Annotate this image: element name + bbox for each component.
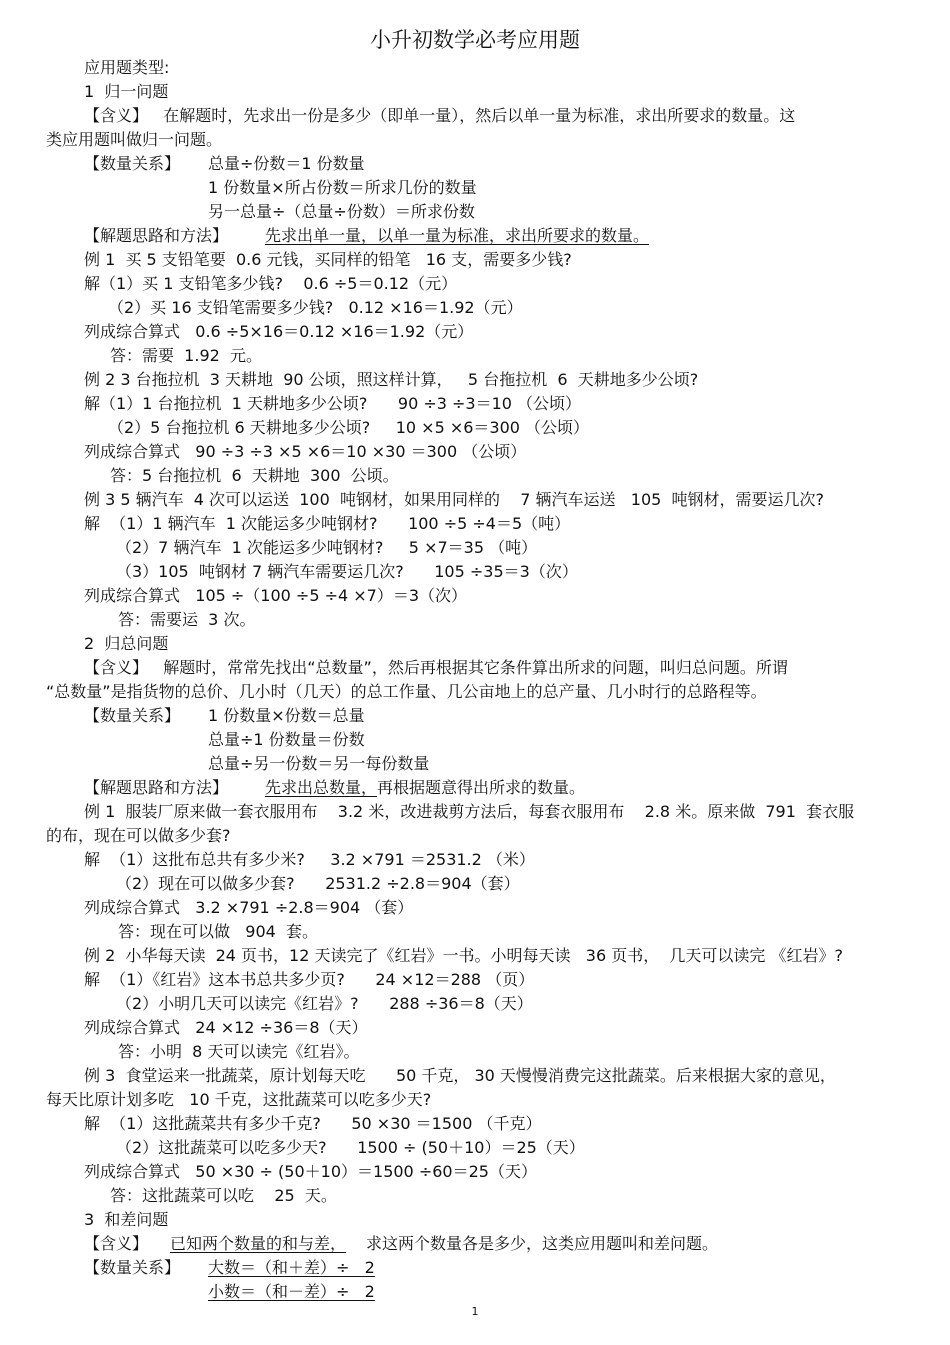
text-line: 1 份数量×份数＝总量 — [208, 706, 365, 725]
text-line: （2）这批蔬菜可以吃多少天? 1500 ÷ (50＋10）＝25（天） — [116, 1138, 585, 1157]
text-line: 列成综合算式 0.6 ÷5×16＝0.12 ×16＝1.92（元） — [84, 322, 474, 341]
text-line: 答：需要 1.92 元。 — [110, 346, 262, 365]
text-line: 类应用题叫做归一问题。 — [46, 130, 223, 149]
text-line: 【解题思路和方法】 — [84, 778, 229, 797]
text-line: 列成综合算式 3.2 ×791 ÷2.8＝904 （套） — [84, 898, 414, 917]
text-line: 总量÷份数＝1 份数量 — [208, 154, 365, 173]
text-line: 【含义】 在解题时，先求出一份是多少（即单一量），然后以单一量为标准，求出所要求的数量。这 — [84, 106, 796, 125]
text-line: 先求出单一量，以单一量为标准，求出所要求的数量。 — [265, 226, 650, 245]
text-line: 例 3 5 辆汽车 4 次可以运送 100 吨钢材，如果用同样的 7 辆汽车运送 105 吨钢材，需要运几次? — [84, 490, 825, 509]
text-line: （2）小明几天可以读完《红岩》? 288 ÷36＝8（天） — [116, 994, 533, 1013]
text-line: 答：需要运 3 次。 — [118, 610, 256, 629]
text-line: 大数＝（和＋差）÷ 2 — [208, 1258, 375, 1277]
text-line: 1 归一问题 — [84, 82, 169, 101]
page-title: 小升初数学必考应用题 — [370, 28, 580, 52]
text-line: 【数量关系】 — [84, 1258, 181, 1277]
text-line: 总量÷1 份数量＝份数 — [208, 730, 365, 749]
text-line: （2）5 台拖拉机 6 天耕地多少公顷? 10 ×5 ×6＝300 （公顷） — [108, 418, 590, 437]
text-line: 3 和差问题 — [84, 1210, 169, 1229]
text-line: 例 3 食堂运来一批蔬菜，原计划每天吃 50 千克， 30 天慢慢消费完这批蔬菜。后来根据大家的意见， — [84, 1066, 836, 1085]
text-line: 答：这批蔬菜可以吃 25 天。 — [110, 1186, 337, 1205]
text-line: 解 （1）这批布总共有多少米? 3.2 ×791 ＝2531.2 （米） — [84, 850, 535, 869]
text-line: （2）买 16 支铅笔需要多少钱? 0.12 ×16＝1.92（元） — [108, 298, 523, 317]
text-line: 答：小明 8 天可以读完《红岩》。 — [118, 1042, 360, 1061]
text-line: 每天比原计划多吃 10 千克，这批蔬菜可以吃多少天? — [46, 1090, 432, 1109]
text-line: 的布，现在可以做多少套? — [46, 826, 231, 845]
text-line: 【含义】 — [84, 1234, 149, 1253]
text-line: 2 归总问题 — [84, 634, 169, 653]
text-line: 列成综合算式 24 ×12 ÷36＝8（天） — [84, 1018, 368, 1037]
text-line: 【解题思路和方法】 — [84, 226, 229, 245]
text-line: 例 2 3 台拖拉机 3 天耕地 90 公顷，照这样计算， 5 台拖拉机 6 天耕地多少公顷? — [84, 370, 699, 389]
text-line: 解（1）1 台拖拉机 1 天耕地多少公顷? 90 ÷3 ÷3＝10 （公顷） — [84, 394, 582, 413]
text-line: 列成综合算式 50 ×30 ÷ (50＋10）＝1500 ÷60＝25（天） — [84, 1162, 537, 1181]
text-line: 答：5 台拖拉机 6 天耕地 300 公顷。 — [110, 466, 399, 485]
page-number: 1 — [471, 1305, 479, 1318]
text-line: 先求出总数量， — [265, 778, 378, 797]
text-line: （2）现在可以做多少套? 2531.2 ÷2.8＝904（套） — [116, 874, 520, 893]
text-line: 例 2 小华每天读 24 页书，12 天读完了《红岩》一书。小明每天读 36 页书， 几天可以读完 《红岩》? — [84, 946, 843, 965]
text-line: 解 （1）《红岩》这本书总共多少页? 24 ×12＝288 （页） — [84, 970, 535, 989]
text-line: 另一总量÷（总量÷份数）＝所求份数 — [208, 202, 475, 221]
text-line: 再根据题意得出所求的数量。 — [377, 778, 586, 797]
text-line: 例 1 服装厂原来做一套衣服用布 3.2 米，改进裁剪方法后，每套衣服用布 2.8 米。原来做 791 套衣服 — [84, 802, 855, 821]
text-line: 解 （1）这批蔬菜共有多少千克? 50 ×30 ＝1500 （千克） — [84, 1114, 542, 1133]
text-line: 已知两个数量的和与差， — [170, 1234, 347, 1253]
text-line: 小数＝（和－差）÷ 2 — [208, 1282, 375, 1301]
text-line: 【数量关系】 — [84, 706, 181, 725]
text-line: 解（1）买 1 支铅笔多少钱? 0.6 ÷5＝0.12（元） — [84, 274, 458, 293]
text-line: （2）7 辆汽车 1 次能运多少吨钢材? 5 ×7＝35 （吨） — [116, 538, 538, 557]
text-line: 解 （1）1 辆汽车 1 次能运多少吨钢材? 100 ÷5 ÷4＝5（吨） — [84, 514, 571, 533]
text-line: 例 1 买 5 支铅笔要 0.6 元钱，买同样的铅笔 16 支，需要多少钱? — [84, 250, 572, 269]
text-line: 应用题类型: — [84, 58, 170, 77]
text-line: 【含义】 解题时，常常先找出“总数量”，然后再根据其它条件算出所求的问题，叫归总问题。所谓 — [84, 658, 788, 677]
text-line: 1 份数量×所占份数＝所求几份的数量 — [208, 178, 477, 197]
text-line: 求这两个数量各是多少，这类应用题叫和差问题。 — [366, 1234, 719, 1253]
text-line: （3）105 吨钢材 7 辆汽车需要运几次? 105 ÷35＝3（次） — [116, 562, 578, 581]
text-line: 【数量关系】 — [84, 154, 181, 173]
text-line: 列成综合算式 105 ÷（100 ÷5 ÷4 ×7）＝3（次） — [84, 586, 468, 605]
text-line: 列成综合算式 90 ÷3 ÷3 ×5 ×6＝10 ×30 ＝300 （公顷） — [84, 442, 527, 461]
text-line: “总数量”是指货物的总价、几小时（几天）的总工作量、几公亩地上的总产量、几小时行的总路程等。 — [46, 682, 767, 701]
text-line: 总量÷另一份数＝另一每份数量 — [208, 754, 430, 773]
text-line: 答：现在可以做 904 套。 — [118, 922, 318, 941]
